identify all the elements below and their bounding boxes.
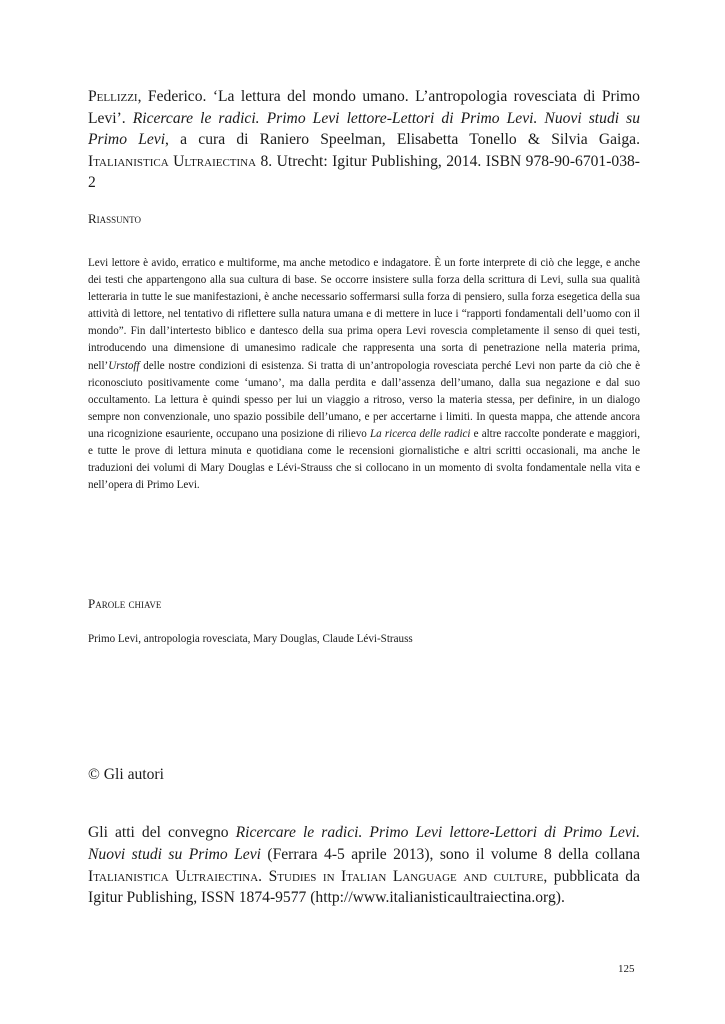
summary-text-part: Levi lettore è avido, erratico e multiforme, ma anche metodico e indagatore. È un forte interprete di ciò che legge, e anche dei testi che appartengono alla sua cultura di base. Se occorre insistere sulla forza della scrittura di Levi, sulla sua qualità letteraria in tutte le sue manifestazioni, è anche necessario soffermarsi sulla forza di pensiero, sulla forza esegetica della sua attività di lettore, nel tentativo di riflettere sulla natura umana e di mettere in luce i “rapporti fondamentali dell’uomo con il mondo”. Fin dall’intertesto biblico e dantesco della sua prima opera Levi rovescia completamente il senso di quei testi, introducendo una dimensione di umanesimo radicale che rappresenta una sorta di penetrazione nella materia prima, nell’ bbox=[88, 257, 640, 372]
proceedings-series: Italianistica Ultraiectina. Studies in Italian Language and culture bbox=[88, 867, 544, 885]
copyright-notice: © Gli autori bbox=[88, 766, 164, 783]
proceedings-text-part: , pubblicata da Igitur Publishing, ISSN 1874-9577 (http://www.italianisticaultraiectina.org). bbox=[88, 867, 640, 907]
keywords-text: Primo Levi, antropologia rovesciata, Mary Douglas, Claude Lévi-Strauss bbox=[88, 633, 413, 645]
keywords-heading: Parole chiave bbox=[88, 596, 162, 611]
page-number: 125 bbox=[618, 963, 635, 975]
summary-text-part: delle nostre condizioni di esistenza. Si tratta di un’antropologia rovesciata perché Levi non parte da ciò che è riconosciuto positivamente come ‘umano’, ma dalla perdita e dall’assenza dell’umano, dalla sua negazione e dal suo occultamento. La lettura è quindi spesso per lui un viaggio a ritroso, verso la materia stessa, per definire, in un dialogo sempre non convenzionale, uno spazio possibile dell’umano, e per accertarne i limiti. In questa mappa, che attende ancora una ricognizione esauriente, occupano una posizione di rilievo bbox=[88, 359, 640, 440]
proceedings-text-part: Gli atti del convegno bbox=[88, 824, 236, 841]
book-title: Ricercare le radici. Primo Levi lettore-Lettori di Primo Levi. Nuovi studi su Primo Levi bbox=[88, 109, 640, 148]
article-title: ‘La lettura del mondo umano. L’antropologia rovesciata di Primo Levi’. bbox=[88, 88, 640, 127]
summary-heading: Riassunto bbox=[88, 211, 142, 226]
author-surname: Pellizzi bbox=[88, 88, 138, 105]
series-name: Italianistica Ultraiectina bbox=[88, 152, 257, 170]
proceedings-book-title: Ricercare le radici. Primo Levi lettore-Lettori di Primo Levi. Nuovi studi su Primo Levi bbox=[88, 824, 640, 863]
summary-italic-title: La ricerca delle radici bbox=[370, 427, 471, 440]
summary-text-part: e altre raccolte ponderate e maggiori, e tutte le prove di lettura minuta e quotidiana come le recensioni giornalistiche e altri scritti occasionali, ma anche le traduzioni dei volumi di Mary Douglas e Lévi-Strauss che si collocano in un momento di svolta fondamentale nella vita e nell’opera di Primo Levi. bbox=[88, 427, 640, 492]
proceedings-note bbox=[88, 822, 640, 909]
proceedings-text-part: (Ferrara 4-5 aprile 2013), sono il volume 8 della collana bbox=[260, 845, 640, 863]
citation bbox=[88, 86, 640, 194]
publication-info: 8. Utrecht: Igitur Publishing, 2014. ISBN 978-90-6701-038-2 bbox=[88, 152, 640, 191]
summary-italic-term: Urstoff bbox=[108, 359, 140, 372]
editors: , a cura di Raniero Speelman, Elisabetta Tonello & Silvia Gaiga. bbox=[165, 131, 640, 148]
author-rest: , Federico. bbox=[137, 88, 207, 105]
summary-text bbox=[88, 255, 640, 494]
